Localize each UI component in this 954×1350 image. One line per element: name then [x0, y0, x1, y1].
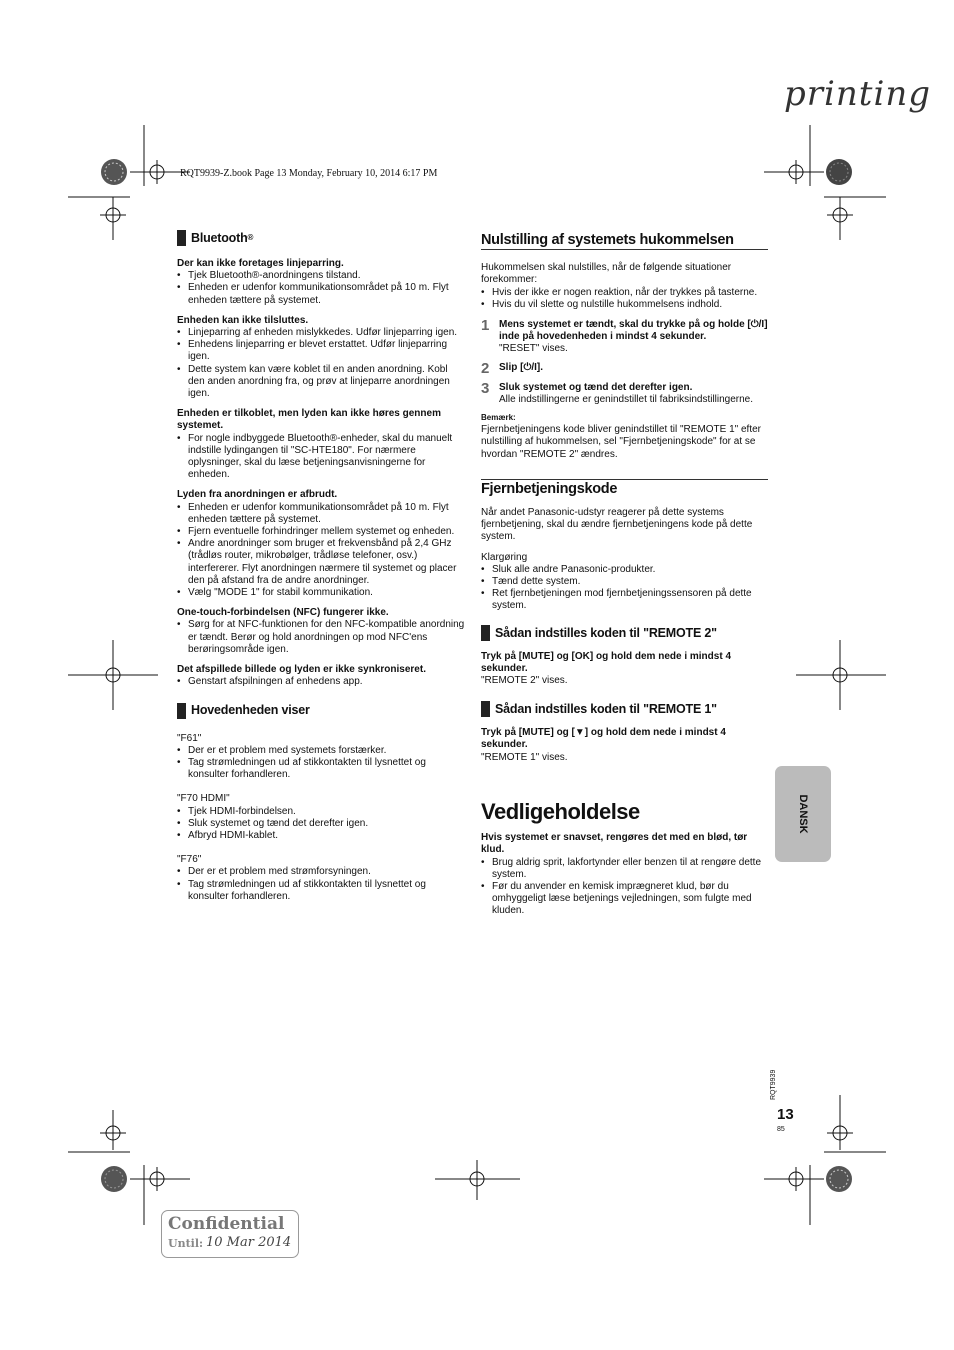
note-label: Bemærk:: [481, 413, 516, 423]
issue-heading: Enheden er tilkoblet, men lyden kan ikke høres gennem systemet.: [177, 408, 441, 432]
list-item: • For nogle indbyggede Bluetooth®-enheder, skal du manuelt indstille lydingangen til "SC-HTE180". For nærmere oplysninger, skal du læse betjeningsanvisningerne for enheden.: [177, 433, 465, 482]
list-item: • Enhedens linjeparring er blevet erstattet. Udfør linjeparring igen.: [177, 339, 465, 363]
remote1-result: "REMOTE 1" vises.: [481, 751, 568, 763]
main-unit-title: Hovedenheden viser: [191, 703, 310, 718]
list-item: • Enheden er udenfor kommunikationsområdet på 10 m. Flyt enheden tættere på systemet.: [177, 282, 465, 306]
list-item: • Før du anvender en kemisk imprægneret klud, bør du omhyggeligt læse betjenings vejledningen, som fulgte med kluden.: [481, 881, 768, 918]
until-date: 10 Mar 2014: [206, 1235, 292, 1250]
list-item: • Enheden er udenfor kommunikationsområdet på 10 m. Flyt enheden tættere på systemet.: [177, 502, 465, 526]
confidential-stamp: [161, 1210, 299, 1258]
reset-heading: Nulstilling af systemets hukommelsen: [481, 234, 768, 250]
reset-list: [481, 287, 768, 311]
step-instruction: Slip [⏻/I].: [499, 361, 544, 373]
step-2: [481, 359, 768, 377]
list-item: • Andre anordninger som bruger et frekvensbånd på 2,4 GHz (trådløs router, mikrobølger, trådløse telefoner, osv.) interfererer. Flyt anordningen nærmere til systemet og placer den på afstand fra de andre anordninger.: [177, 538, 465, 587]
bluetooth-title: Bluetooth: [191, 230, 248, 245]
list-item: • Fjern eventuelle forhindringer mellem systemet og enheden.: [177, 526, 465, 538]
issue-heading: Enheden kan ikke tilsluttes.: [177, 314, 309, 326]
issue-heading: Der kan ikke foretages linjeparring.: [177, 258, 344, 269]
maintenance-heading: Vedligeholdelse: [481, 798, 640, 824]
bluetooth-heading: [177, 230, 465, 246]
prep-list: [481, 564, 768, 613]
list-item: • Tjek HDMI-forbindelsen.: [177, 806, 465, 818]
step-instruction: Mens systemet er tændt, skal du trykke på og holde [⏻/I] inde på hovedenheden i mindst 4 sekunder.: [499, 319, 768, 343]
step-number: 2: [481, 359, 490, 377]
list-item: • Dette system kan være koblet til en anden anordning. Kobl den anden anordning fra, og prøv at linjeparre anordningen igen.: [177, 364, 465, 401]
code-heading: "F61": [177, 732, 202, 744]
issue-heading: One-touch-forbindelsen (NFC) fungerer ikke.: [177, 607, 389, 619]
page-number: 13: [777, 1106, 794, 1123]
prep-heading: Klargøring: [481, 551, 528, 563]
list-item: • Brug aldrig sprit, lakfortynder eller benzen til at rengøre dette system.: [481, 857, 768, 881]
main-unit-heading: [177, 703, 465, 719]
list-item: • Vælg "MODE 1" for stabil kommunikation.: [177, 587, 465, 599]
confidential-title: Confidential: [168, 1214, 285, 1234]
list-item: • Genstart afspilningen af enhedens app.: [177, 676, 465, 688]
step-3: [481, 379, 768, 406]
code-list: [177, 745, 465, 782]
remote1-instruction: Tryk på [MUTE] og [▼] og hold dem nede i mindst 4 sekunder.: [481, 727, 726, 751]
list-item: • Sørg for at NFC-funktionen for den NFC-kompatible anordning er tændt. Berør og hold anordningen op mod NFC'ens berøringsområde igen.: [177, 619, 465, 656]
step-number: 1: [481, 317, 490, 335]
step-1: [481, 319, 768, 356]
reset-intro: Hukommelsen skal nulstilles, når de følgende situationer forekommer:: [481, 262, 732, 286]
heading-bar: [177, 230, 186, 246]
until-label: Until:: [168, 1237, 204, 1250]
page-sub-number: 85: [777, 1126, 785, 1133]
list-item: • Linjeparring af enheden mislykkedes. Udfør linjeparring igen.: [177, 327, 465, 339]
list-item: • Afbryd HDMI-kablet.: [177, 830, 465, 842]
document-code: RQT9939: [770, 1069, 777, 1100]
remote2-instruction: Tryk på [MUTE] og [OK] og hold dem nede i mindst 4 sekunder.: [481, 650, 732, 674]
remote-code-heading: Fjernbetjeningskode: [481, 479, 768, 495]
remote2-title: Sådan indstilles koden til "REMOTE 2": [495, 625, 717, 640]
list-item: • Tag strømledningen ud af stikkontakten til lysnettet og konsulter forhandleren.: [177, 757, 465, 781]
issue-heading: Det afspillede billede og lyden er ikke synkroniseret.: [177, 664, 426, 676]
maintenance-list: [481, 857, 768, 918]
list-item: • Tjek Bluetooth®-anordningens tilstand.: [177, 270, 465, 282]
code-list: [177, 866, 465, 903]
maintenance-intro: Hvis systemet er snavset, rengøres det med en blød, tør klud.: [481, 832, 748, 856]
heading-bar: [177, 703, 186, 719]
list-item: • Ret fjernbetjeningen mod fjernbetjeningssensoren på dette system.: [481, 588, 768, 612]
note-text: Fjernbetjeningens kode bliver genindstillet til "REMOTE 1" efter nulstilling af hukommelsen, sel "Fjernbetjeningskode" for at se hvordan "REMOTE 2" ændres.: [481, 424, 762, 460]
code-list: [177, 806, 465, 843]
code-heading: "F76": [177, 854, 202, 866]
step-result: Alle indstillingerne er genindstillet til fabriksindstillingerne.: [499, 393, 754, 405]
issue-list: [177, 327, 465, 400]
list-item: • Der er et problem med systemets forstærker.: [177, 745, 465, 757]
list-item: • Tænd dette system.: [481, 576, 768, 588]
list-item: • Sluk systemet og tænd det derefter igen.: [177, 818, 465, 830]
step-number: 3: [481, 379, 490, 397]
right-column: [481, 234, 768, 926]
remote2-heading: [481, 625, 768, 641]
heading-bar: [481, 625, 490, 641]
book-info-line: RQT9939-Z.book Page 13 Monday, February 10, 2014 6:17 PM: [180, 168, 438, 179]
remote2-result: "REMOTE 2" vises.: [481, 675, 568, 687]
registered-mark: ®: [247, 232, 254, 242]
list-item: • Hvis der ikke er nogen reaktion, når der trykkes på tasterne.: [481, 287, 768, 299]
list-item: • Sluk alle andre Panasonic-produkter.: [481, 564, 768, 576]
remote1-title: Sådan indstilles koden til "REMOTE 1": [495, 702, 717, 717]
issue-list: [177, 270, 465, 307]
issue-heading: Lyden fra anordningen er afbrudt.: [177, 489, 338, 501]
issue-list: [177, 433, 465, 482]
left-column: [177, 230, 465, 911]
issue-list: [177, 676, 465, 688]
heading-bar: [481, 701, 490, 717]
code-heading: "F70 HDMI": [177, 793, 230, 805]
issue-list: [177, 502, 465, 600]
list-item: • Hvis du vil slette og nulstille hukommelsens indhold.: [481, 299, 768, 311]
remote1-heading: [481, 701, 768, 717]
language-tab-label: DANSK: [797, 794, 809, 834]
issue-list: [177, 619, 465, 656]
language-tab: [775, 766, 831, 862]
step-instruction: Sluk systemet og tænd det derefter igen.: [499, 381, 693, 393]
remote-intro: Når andet Panasonic-udstyr reagerer på dette systems fjernbetjening, skal du ændre fjernbetjeningens kode på dette system.: [481, 507, 753, 543]
step-result: "RESET" vises.: [499, 343, 568, 355]
list-item: • Tag strømledningen ud af stikkontakten til lysnettet og konsulter forhandleren.: [177, 879, 465, 903]
list-item: • Der er et problem med strømforsyningen.: [177, 866, 465, 878]
printing-stamp: printing: [784, 74, 931, 114]
